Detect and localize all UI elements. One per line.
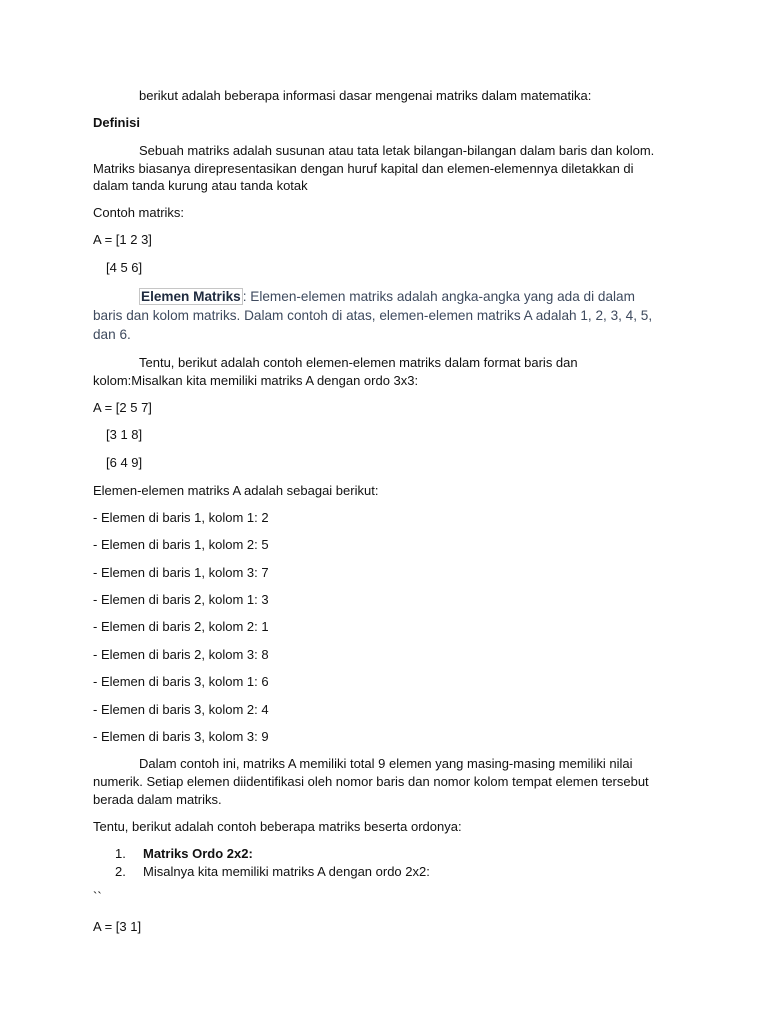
numbered-item-1: [93, 845, 683, 863]
intro-paragraph: berikut adalah beberapa informasi dasar mengenai matriks dalam matematika:: [139, 88, 592, 103]
elements-intro: Elemen-elemen matriks A adalah sebagai berikut:: [93, 483, 379, 498]
matrix-a-row-1: A = [1 2 3]: [93, 232, 152, 247]
matrix3-row-3: [6 4 9]: [106, 455, 143, 470]
contoh-label: Contoh matriks:: [93, 205, 185, 220]
elemen-matriks-line-2: baris dan kolom matriks. Dalam contoh di atas, elemen-elemen matriks A adalah 1, 2, 3, 4, 5,: [93, 308, 653, 323]
list-item: - Elemen di baris 1, kolom 3: 7: [93, 565, 269, 580]
matrix2-row-1: A = [3 1]: [93, 919, 142, 934]
elemen-matriks-definition: : Elemen-elemen matriks adalah angka-angka yang ada di dalam: [242, 289, 635, 304]
elemen-matriks-term: Elemen Matriks: [141, 289, 241, 304]
list-item: - Elemen di baris 1, kolom 1: 2: [93, 510, 269, 525]
numbered-item-2-number: 2.: [115, 863, 126, 879]
definisi-line-1: Sebuah matriks adalah susunan atau tata letak bilangan-bilangan dalam baris dan kolom.: [139, 143, 655, 158]
numbered-item-1-text: Matriks Ordo 2x2:: [143, 846, 253, 861]
tentu-line-1: Tentu, berikut adalah contoh elemen-elemen matriks dalam format baris dan: [139, 355, 578, 370]
numbered-item-2: [93, 863, 683, 881]
list-item: - Elemen di baris 3, kolom 3: 9: [93, 729, 269, 744]
summary-line-3: berada dalam matriks.: [93, 791, 222, 807]
summary-line-2: numerik. Setiap elemen diidentifikasi oleh nomor baris dan nomor kolom tempat elemen tersebut: [93, 774, 649, 789]
list-item: - Elemen di baris 2, kolom 3: 8: [93, 647, 269, 662]
elemen-matriks-line-1: [93, 287, 683, 306]
list-item: - Elemen di baris 3, kolom 1: 6: [93, 674, 269, 689]
matrix3-row-2: [3 1 8]: [106, 427, 143, 442]
matrix3-row-1: A = [2 5 7]: [93, 400, 152, 415]
tentu-line-2: kolom:Misalkan kita memiliki matriks A dengan ordo 3x3:: [93, 372, 419, 388]
tentu-2-paragraph: Tentu, berikut adalah contoh beberapa matriks beserta ordonya:: [93, 819, 462, 834]
list-item: - Elemen di baris 2, kolom 2: 1: [93, 619, 269, 634]
definisi-line-2: Matriks biasanya direpresentasikan dengan huruf kapital dan elemen-elemennya diletakkan di: [93, 160, 634, 176]
backticks: ``: [93, 889, 102, 904]
list-item: - Elemen di baris 1, kolom 2: 5: [93, 537, 269, 552]
numbered-item-1-number: 1.: [115, 846, 126, 861]
definisi-line-3: dalam tanda kurung atau tanda kotak: [93, 178, 308, 193]
list-item: - Elemen di baris 2, kolom 1: 3: [93, 592, 269, 607]
matrix-a-row-2: [4 5 6]: [106, 260, 143, 275]
definisi-heading: Definisi: [93, 115, 140, 130]
elemen-matriks-line-3: dan 6.: [93, 327, 131, 342]
summary-line-1: Dalam contoh ini, matriks A memiliki total 9 elemen yang masing-masing memiliki nilai: [139, 756, 633, 771]
list-item: - Elemen di baris 3, kolom 2: 4: [93, 702, 269, 717]
numbered-item-2-text: Misalnya kita memiliki matriks A dengan ordo 2x2:: [143, 863, 430, 879]
